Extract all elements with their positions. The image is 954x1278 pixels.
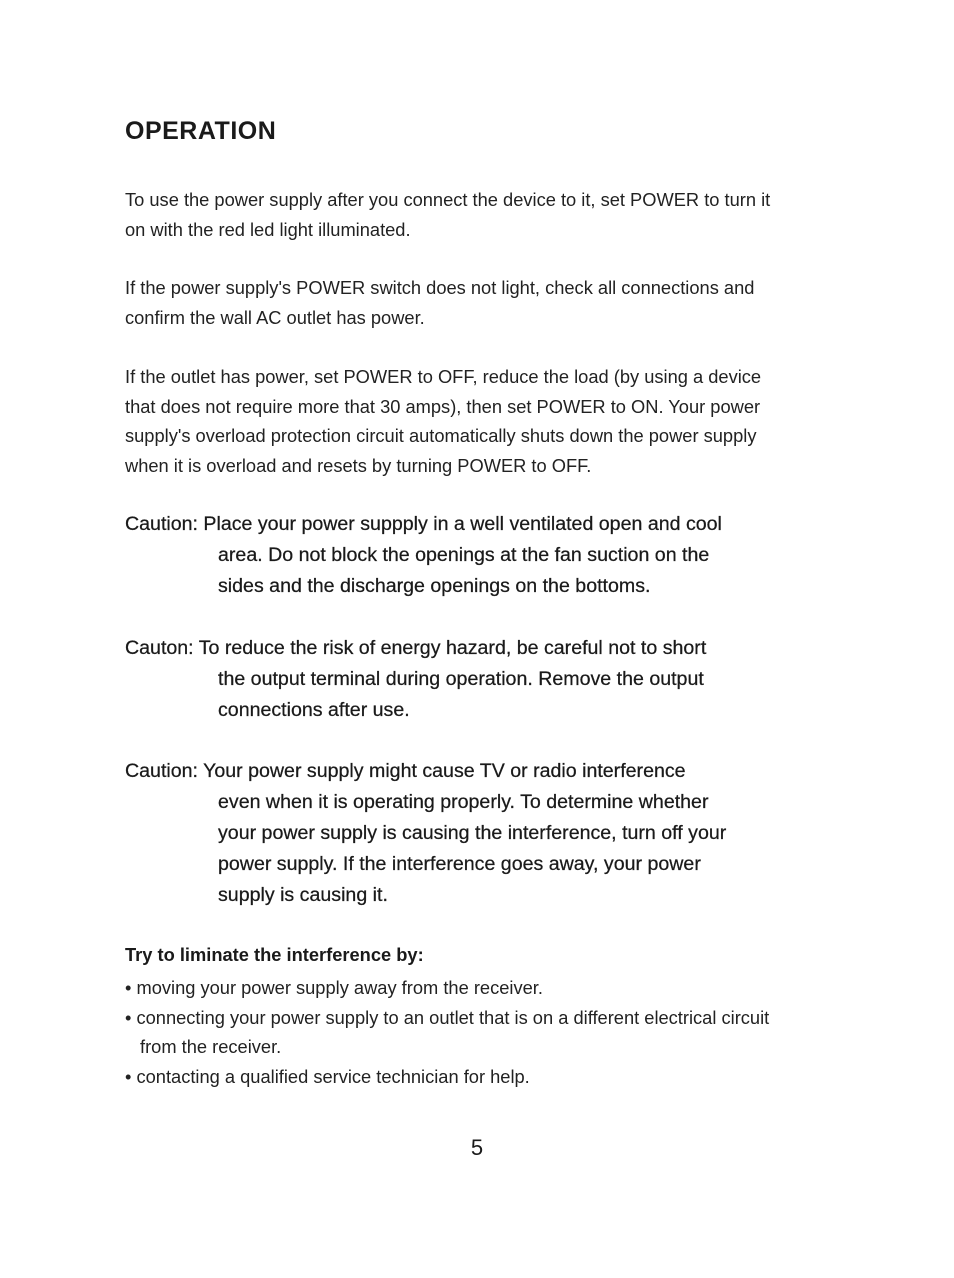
paragraph-power-on [125,185,830,244]
list-item [125,1062,835,1092]
list-item-continuation: from the receiver. [140,1036,282,1057]
paragraph-line: If the outlet has power, set POWER to OFF, reduce the load (by using a device [125,366,762,387]
paragraph-line: confirm the wall AC outlet has power. [125,306,425,328]
caution-line: your power supply is causing the interference, turn off your [218,822,727,844]
caution-line: connections after use. [218,699,410,721]
list-item [125,973,835,1003]
caution-line: the output terminal during operation. Remove the output [218,668,704,690]
paragraph-overload [125,362,830,480]
list-item-text: • connecting your power supply to an outlet that is on a different electrical circuit [125,1006,770,1028]
interference-list [125,973,835,1091]
list-item [125,1003,835,1062]
list-item-text: • contacting a qualified service technician for help. [125,1065,530,1087]
caution-ventilation [125,509,835,602]
paragraph-no-light [125,273,830,332]
caution-line: Caution: Place your power suppply in a well ventilated open and cool [125,513,722,535]
caution-line: even when it is operating properly. To determine whether [218,791,709,813]
interference-heading: Try to liminate the interference by: [125,944,424,965]
paragraph-line: If the power supply's POWER switch does not light, check all connections and [125,277,755,298]
caution-line: power supply. If the interference goes away, your power [218,853,701,875]
page-title: OPERATION [125,117,277,145]
paragraph-line: on with the red led light illuminated. [125,218,411,240]
paragraph-line: that does not require more that 30 amps), then set POWER to ON. Your power [125,395,761,417]
caution-line: sides and the discharge openings on the bottoms. [218,575,651,597]
paragraph-line: supply's overload protection circuit automatically shuts down the power supply [125,425,757,446]
caution-line: supply is causing it. [218,884,388,906]
caution-line: Cauton: To reduce the risk of energy hazard, be careful not to short [125,637,707,659]
paragraph-line: To use the power supply after you connect the device to it, set POWER to turn it [125,189,771,210]
page-number: 5 [470,1135,484,1160]
caution-interference [125,756,835,911]
caution-line: area. Do not block the openings at the fan suction on the [218,544,710,566]
caution-energy-hazard [125,633,835,726]
list-item-text: • moving your power supply away from the receiver. [125,977,543,998]
caution-line: Caution: Your power supply might cause TV or radio interference [125,760,686,782]
paragraph-line: when it is overload and resets by turning POWER to OFF. [125,454,592,476]
